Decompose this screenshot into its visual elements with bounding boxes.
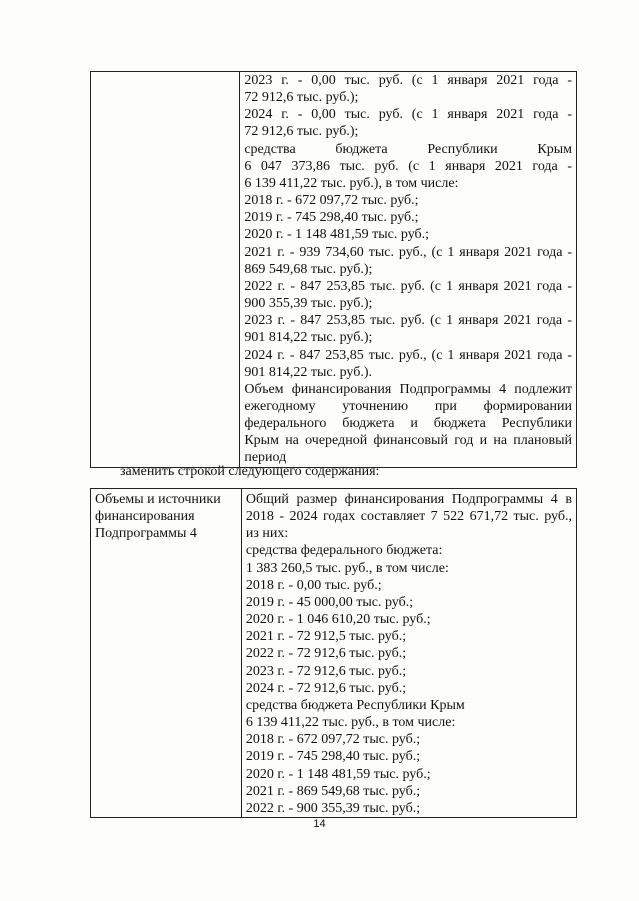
text-line: 2021 г. - 72 912,5 тыс. руб.;: [245, 629, 407, 645]
text-line: средства бюджета Республики Крым: [244, 141, 572, 157]
text-line: 869 549,68 тыс. руб.);: [244, 261, 373, 277]
text-line: 2019 г. - 45 000,00 тыс. руб.;: [245, 594, 414, 610]
text-line: 6 047 373,86 тыс. руб. (с 1 января 2021 года -: [244, 158, 572, 174]
table2-left-cell: [91, 489, 242, 818]
text-line: 1 383 260,5 тыс. руб., в том числе:: [245, 560, 449, 576]
text-line: период: [244, 450, 287, 466]
table-row: [91, 489, 577, 818]
text-line: 2022 г. - 847 253,85 тыс. руб. (с 1 января 2021 года -: [244, 278, 572, 294]
replace-instruction-text: заменить строкой следующего содержания:: [120, 464, 380, 479]
text-line: 72 912,6 тыс. руб.);: [244, 90, 359, 106]
text-line: Подпрограммы 4: [95, 526, 197, 542]
text-line: 2023 г. - 847 253,85 тыс. руб. (с 1 января 2021 года -: [244, 313, 572, 329]
text-line: 900 355,39 тыс. руб.);: [244, 296, 373, 312]
text-line: 2022 г. - 900 355,39 тыс. руб.;: [245, 800, 421, 816]
text-line: из них:: [245, 526, 289, 542]
text-line: 901 814,22 тыс. руб.);: [244, 330, 373, 346]
text-line: 2021 г. - 939 734,60 тыс. руб., (с 1 января 2021 года -: [244, 244, 572, 260]
text-line: 2020 г. - 1 046 610,20 тыс. руб.;: [245, 612, 431, 628]
text-line: Крым на очередной финансовый год и на плановый: [244, 433, 572, 449]
text-line: 2018 г. - 672 097,72 тыс. руб.;: [244, 193, 419, 209]
text-line: 2024 г. - 0,00 тыс. руб. (с 1 января 2021 года -: [244, 107, 572, 123]
text-line: 901 814,22 тыс. руб.).: [244, 364, 372, 380]
table-row: [91, 72, 577, 468]
previous-funding-table: [90, 71, 577, 468]
table2-right-cell: [241, 489, 576, 818]
page-number: 14: [313, 818, 326, 830]
new-funding-table: [90, 488, 577, 818]
text-line: федерального бюджета и бюджета Республики: [244, 416, 572, 432]
text-line: 2018 - 2024 годах составляет 7 522 671,72 тыс. руб.,: [245, 509, 572, 525]
text-line: 2018 г. - 0,00 тыс. руб.;: [245, 577, 382, 593]
text-line: Общий размер финансирования Подпрограммы 4 в: [245, 492, 572, 507]
text-line: 2018 г. - 672 097,72 тыс. руб.;: [245, 732, 421, 748]
text-line: 2021 г. - 869 549,68 тыс. руб.;: [245, 783, 421, 799]
text-line: 2020 г. - 1 148 481,59 тыс. руб.;: [244, 227, 430, 243]
text-line: средства бюджета Республики Крым: [245, 697, 465, 713]
text-line: Объемы и источники: [95, 492, 221, 507]
text-line: 2022 г. - 72 912,6 тыс. руб.;: [245, 646, 407, 662]
text-line: 2024 г. - 72 912,6 тыс. руб.;: [245, 680, 407, 696]
text-line: 2023 г. - 72 912,6 тыс. руб.;: [245, 663, 407, 679]
text-line: финансирования: [95, 509, 195, 525]
text-line: 2024 г. - 847 253,85 тыс. руб., (с 1 января 2021 года -: [244, 347, 572, 363]
text-line: 2019 г. - 745 298,40 тыс. руб.;: [244, 210, 419, 226]
text-line: Объем финансирования Подпрограммы 4 подлежит: [244, 381, 572, 397]
text-line: 6 139 411,22 тыс. руб., в том числе:: [245, 715, 456, 731]
table1-left-cell: [91, 72, 240, 468]
text-line: 6 139 411,22 тыс. руб.), в том числе:: [244, 175, 459, 191]
text-line: 72 912,6 тыс. руб.);: [244, 124, 359, 140]
text-line: 2020 г. - 1 148 481,59 тыс. руб.;: [245, 766, 431, 782]
text-line: 2023 г. - 0,00 тыс. руб. (с 1 января 2021 года -: [244, 73, 572, 88]
text-line: ежегодному уточнению при формировании: [244, 398, 572, 414]
text-line: 2019 г. - 745 298,40 тыс. руб.;: [245, 749, 421, 765]
text-line: средства федерального бюджета:: [245, 543, 443, 559]
table1-right-cell: [240, 72, 577, 468]
